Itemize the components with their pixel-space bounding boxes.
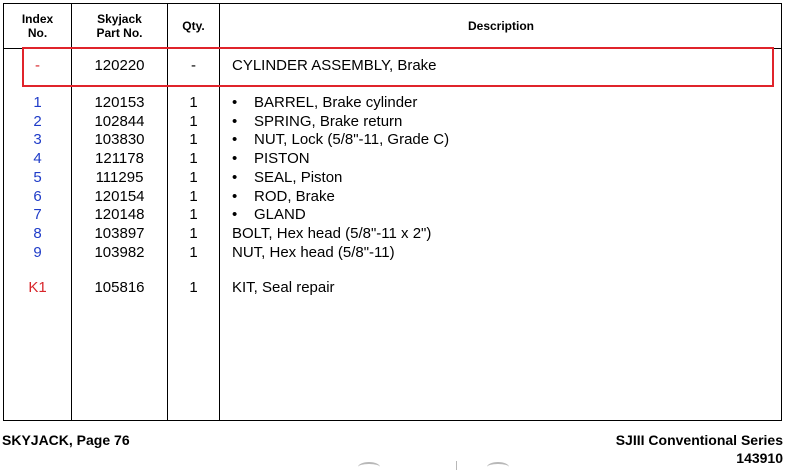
bullet-marker: •	[232, 168, 238, 186]
row-description	[232, 130, 449, 149]
row-index: 5	[33, 168, 42, 186]
row-description	[232, 168, 342, 187]
row-part-no: 121178	[95, 150, 144, 168]
bullet-marker: •	[232, 112, 238, 130]
table-row[interactable]	[4, 205, 781, 224]
bullet-marker: •	[232, 187, 238, 205]
description-text: SPRING, Brake return	[254, 112, 403, 130]
row-index: 6	[33, 187, 42, 205]
table-row[interactable]	[4, 130, 781, 149]
row-qty: 1	[189, 94, 198, 111]
row-description	[232, 205, 306, 224]
row-qty: -	[191, 57, 196, 74]
row-index: 8	[33, 224, 42, 242]
row-qty: 1	[189, 168, 198, 186]
row-description	[232, 224, 431, 243]
row-part-no: 102844	[94, 112, 145, 130]
footer-series: SJIII Conventional Series	[615, 432, 783, 448]
table-row[interactable]	[4, 243, 781, 262]
bullet-marker: •	[232, 94, 238, 111]
description-text: NUT, Lock (5/8"-11, Grade C)	[254, 131, 450, 149]
page-fragment-decoration	[487, 462, 509, 472]
highlight-box	[22, 47, 774, 87]
row-qty: 1	[189, 279, 198, 296]
row-part-no: 103897	[94, 224, 145, 242]
row-qty: 1	[189, 112, 198, 130]
row-description: CYLINDER ASSEMBLY, Brake	[232, 57, 437, 74]
row-qty: 1	[189, 206, 198, 224]
row-part-no: 120153	[94, 94, 145, 111]
description-text: BARREL, Brake cylinder	[254, 94, 418, 111]
table-row[interactable]	[4, 93, 781, 112]
bullet-marker: •	[232, 131, 238, 149]
table-row[interactable]	[4, 168, 781, 187]
row-qty: 1	[189, 150, 198, 168]
row-index: 3	[33, 131, 42, 149]
kit-row[interactable]	[4, 278, 781, 297]
header-index: Index No.	[21, 12, 54, 40]
row-index: 2	[33, 112, 42, 130]
table-row[interactable]	[4, 112, 781, 131]
row-qty: 1	[189, 224, 198, 242]
row-part-no: 120220	[94, 57, 145, 74]
description-text: NUT, Hex head (5/8"-11)	[232, 243, 395, 261]
row-description	[232, 187, 335, 206]
header-part-no: Skyjack Part No.	[96, 12, 143, 40]
row-index: 4	[33, 150, 42, 168]
bullet-marker: •	[232, 150, 238, 168]
bullet-marker: •	[232, 206, 238, 224]
row-description	[232, 112, 402, 131]
page-fragment-decoration	[358, 462, 380, 472]
table-row[interactable]	[4, 187, 781, 206]
description-text: GLAND	[254, 206, 306, 224]
row-description: KIT, Seal repair	[232, 279, 335, 296]
page-fragment-decoration	[456, 461, 457, 470]
description-text: ROD, Brake	[254, 187, 335, 205]
row-index: -	[35, 57, 40, 74]
row-index: 1	[33, 94, 42, 111]
row-index: 7	[33, 206, 42, 224]
row-index: K1	[28, 279, 47, 296]
row-description	[232, 243, 395, 262]
description-text: BOLT, Hex head (5/8"-11 x 2")	[232, 224, 432, 242]
row-index: 9	[33, 243, 42, 261]
row-part-no: 120154	[94, 187, 145, 205]
row-part-no: 111295	[95, 168, 144, 186]
row-qty: 1	[189, 187, 198, 205]
footer-left: SKYJACK, Page 76	[2, 432, 130, 448]
table-row[interactable]	[4, 149, 781, 168]
row-qty: 1	[189, 243, 198, 261]
row-part-no: 103830	[94, 131, 145, 149]
footer-number: 143910	[736, 450, 783, 466]
row-part-no: 103982	[94, 243, 145, 261]
header-qty: Qty.	[182, 19, 205, 33]
header-description: Description	[467, 19, 534, 33]
row-description	[232, 93, 417, 112]
row-part-no: 105816	[94, 279, 145, 296]
row-part-no: 120148	[94, 206, 145, 224]
row-qty: 1	[189, 131, 198, 149]
row-description	[232, 149, 310, 168]
description-text: PISTON	[254, 150, 310, 168]
table-row[interactable]	[4, 224, 781, 243]
description-text: SEAL, Piston	[254, 168, 343, 186]
